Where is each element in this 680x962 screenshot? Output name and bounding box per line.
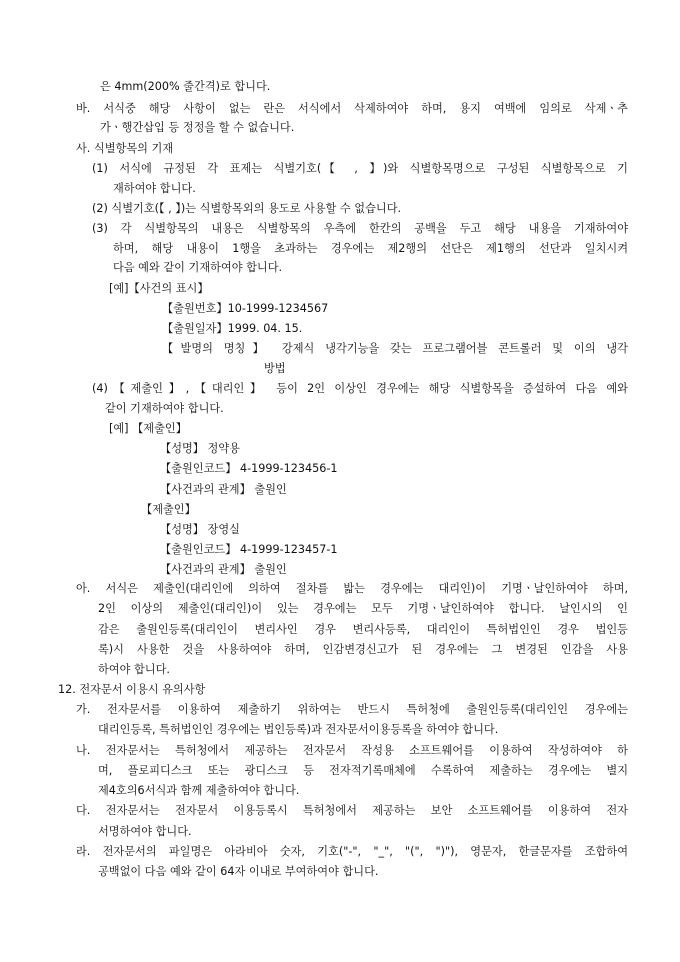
- text-line: (1) 서식에 규정된 각 표제는 식별기호(【 , 】)와 식별항목명으로 구성된 식별항목으로 기: [92, 162, 628, 175]
- text-line: 재하여야 합니다.: [113, 182, 196, 195]
- example-line: 【사건과의 관계】 출원인: [160, 483, 287, 496]
- text-line: 다음 예와 같이 기재하여야 합니다.: [113, 261, 283, 274]
- text-line: 공백없이 다음 예와 같이 64자 이내로 부여하여야 합니다.: [98, 865, 379, 878]
- text-line: 다. 전자문서는 전자문서 이용등록시 특허청에서 제공하는 보안 소프트웨어를 이용하여 전자: [76, 804, 628, 817]
- text-line: (2) 식별기호(【 , 】)는 식별항목외의 용도로 사용할 수 없습니다.: [92, 202, 402, 215]
- text-line: 바. 서식중 해당 사항이 없는 란은 서식에서 삭제하여야 하며, 용지 여백에 임의로 삭제ㆍ추: [76, 102, 628, 115]
- text-line: 가ㆍ행간삽입 등 정정을 할 수 없습니다.: [100, 121, 295, 134]
- text-line: 가. 전자문서를 이용하여 제출하기 위하여는 반드시 특허청에 출원인등록(대리인인 경우에는: [76, 703, 628, 716]
- text-line: 하며, 해당 내용이 1행을 초과하는 경우에는 제2행의 선단은 제1행의 선단과 일치시켜: [113, 242, 628, 255]
- text-line: 감은 출원인등록(대리인이 변리사인 경우 변리사등록, 대리인이 특허법인인 경우 법인등: [98, 623, 628, 636]
- example-line: 【성명】 정약용: [160, 442, 240, 455]
- example-line: [예] 【제출인】: [109, 422, 187, 435]
- text-line: 은 4mm(200% 줄간격)로 합니다.: [100, 80, 271, 93]
- text-line: 며, 플로피디스크 또는 광디스크 등 전자적기록매체에 수록하여 제출하는 경우에는 별지: [98, 764, 628, 777]
- text-line: 록)시 사용한 것을 사용하여야 하며, 인감변경신고가 된 경우에는 그 변경된 인감을 사용: [98, 643, 628, 656]
- text-line: (4)【제출인】,【대리인】 등이 2인 이상인 경우에는 해당 식별항목을 증설하여 다음 예와: [92, 382, 628, 395]
- text-line: 아. 서식은 제출인(대리인에 의하여 절차를 밟는 경우에는 대리인)이 기명ㆍ날인하여야 하며,: [76, 582, 628, 595]
- text-line: 대리인등록, 특허법인인 경우에는 법인등록)과 전자문서이용등록을 하여야 합니다.: [98, 723, 499, 736]
- text-line: 서명하여야 합니다.: [98, 825, 192, 838]
- example-line: 방법: [264, 362, 286, 375]
- example-line: [예]【사건의 표시】: [109, 282, 209, 295]
- example-line: 【출원인코드】 4-1999-123457-1: [160, 543, 338, 556]
- section-heading: 12. 전자문서 이용시 유의사항: [58, 683, 206, 696]
- example-line: 【출원일자】1999. 04. 15.: [162, 322, 303, 335]
- example-line: 【출원인코드】 4-1999-123456-1: [160, 462, 338, 475]
- example-line: 【사건과의 관계】 출원인: [160, 563, 287, 576]
- text-line: 라. 전자문서의 파일명은 아라비아 숫자, 기호("-", "_", "(", ")"), 영문자, 한글문자를 조합하여: [76, 845, 628, 858]
- example-line: 【제출인】: [141, 503, 196, 516]
- example-line: 【발명의 명칭】 강제식 냉각기능을 갖는 프로그램어블 콘트롤러 및 이의 냉각: [162, 342, 628, 355]
- section-heading: 사. 식별항목의 기재: [76, 142, 174, 155]
- text-line: 나. 전자문서는 특허청에서 제공하는 전자문서 작성용 소프트웨어를 이용하여 작성하여야 하: [76, 744, 628, 757]
- text-line: 하여야 합니다.: [98, 663, 170, 676]
- example-line: 【출원번호】10-1999-1234567: [162, 302, 329, 315]
- text-line: 2인 이상의 제출인(대리인)이 있는 경우에는 모두 기명ㆍ날인하여야 합니다. 날인시의 인: [98, 602, 628, 615]
- text-line: (3) 각 식별항목의 내용은 식별항목의 우측에 한칸의 공백을 두고 해당 내용을 기재하여야: [92, 222, 628, 235]
- example-line: 【성명】 장영실: [160, 523, 240, 536]
- text-line: 제4호의6서식과 함께 제출하여야 합니다.: [98, 784, 300, 797]
- text-line: 같이 기재하여야 합니다.: [105, 402, 224, 415]
